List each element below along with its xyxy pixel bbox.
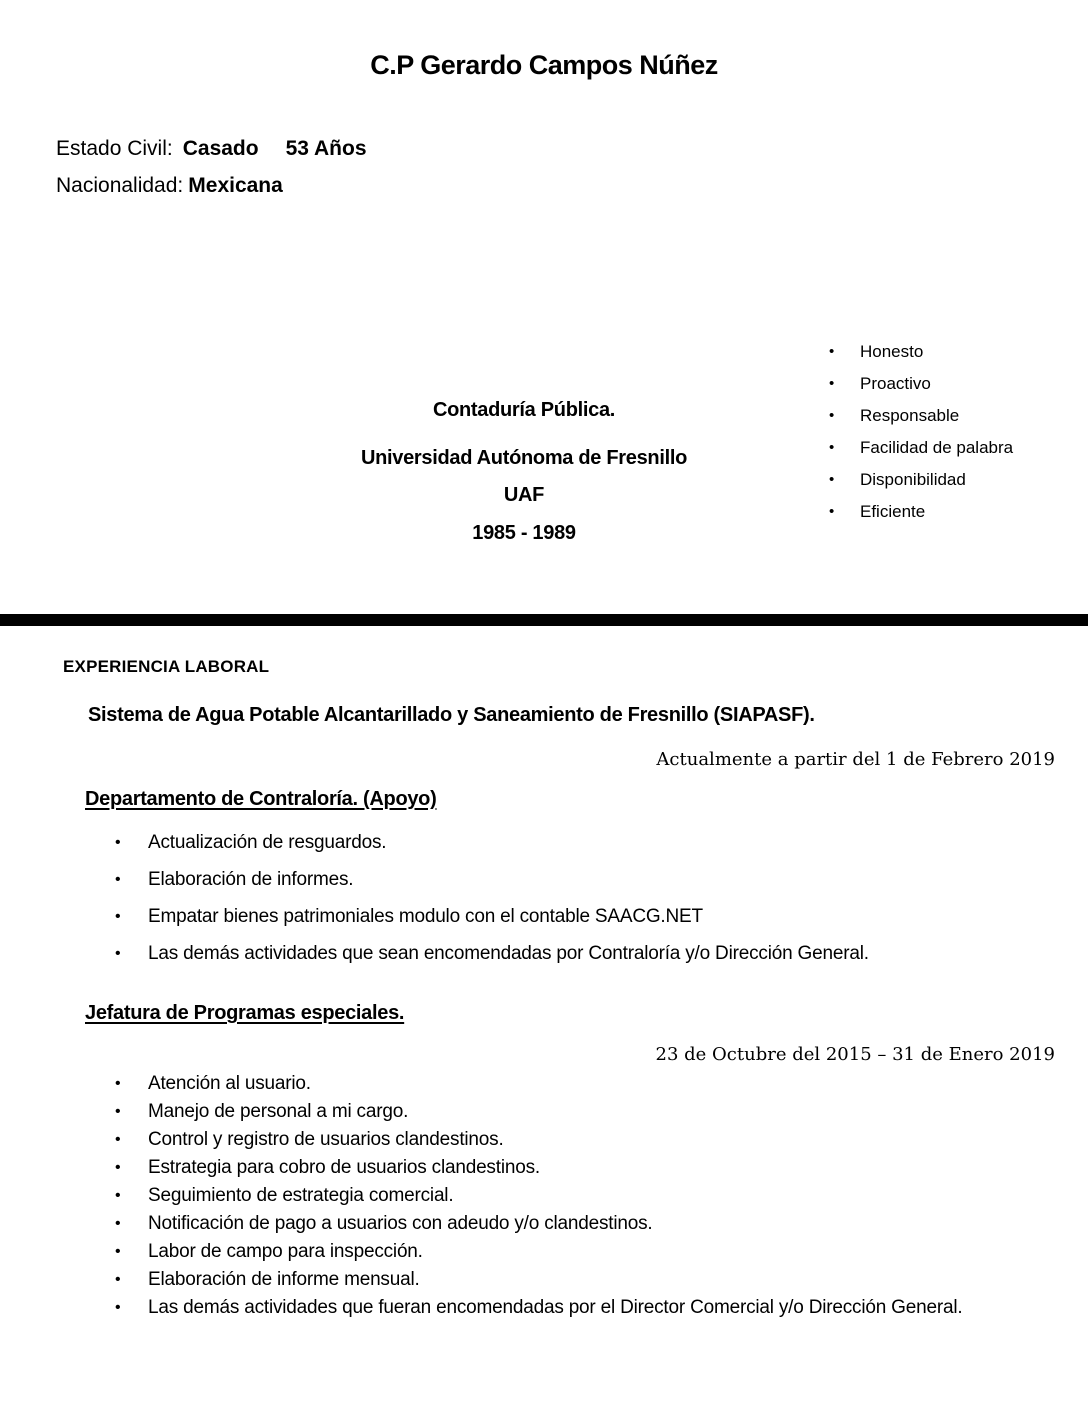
bullet-icon: •: [115, 1243, 121, 1260]
bullet-icon: •: [829, 407, 835, 424]
quality-label: Disponibilidad: [860, 470, 966, 489]
experience-section-title: EXPERIENCIA LABORAL: [63, 657, 270, 676]
bullet-icon: •: [115, 1215, 121, 1232]
task-text: Seguimiento de estrategia comercial.: [148, 1185, 454, 1206]
task-text: Actualización de resguardos.: [148, 832, 387, 853]
personal-info: [56, 137, 367, 211]
task-text: Las demás actividades que sean encomendadas por Contraloría y/o Dirección General.: [148, 943, 869, 964]
marital-status-row: [56, 137, 367, 161]
task-text: Control y registro de usuarios clandestinos.: [148, 1129, 504, 1150]
quality-label: Proactivo: [860, 374, 931, 393]
quality-label: Facilidad de palabra: [860, 438, 1014, 457]
role-date: 23 de Octubre del 2015 – 31 de Enero 2019: [655, 1044, 1055, 1065]
bullet-icon: •: [115, 834, 121, 851]
quality-item: [829, 374, 1013, 394]
task-text: Empatar bienes patrimoniales modulo con el contable SAACG.NET: [148, 906, 703, 927]
education-period: 1985 - 1989: [472, 522, 576, 544]
age-value: 53 Años: [285, 137, 367, 160]
role-date: Actualmente a partir del 1 de Febrero 2019: [656, 749, 1055, 770]
task-item: [115, 1294, 1020, 1322]
task-item: [115, 1070, 1020, 1098]
bullet-icon: •: [829, 471, 835, 488]
bullet-icon: •: [115, 908, 121, 925]
quality-label: Eficiente: [860, 502, 926, 521]
task-text: Manejo de personal a mi cargo.: [148, 1101, 409, 1122]
section-divider: [0, 614, 1088, 626]
marital-status-label: Estado Civil:: [56, 137, 173, 160]
nationality-row: [56, 174, 367, 198]
task-text: Las demás actividades que fueran encomendadas por el Director Comercial y/o Dirección General.: [148, 1297, 963, 1318]
bullet-icon: •: [829, 503, 835, 520]
task-text: Labor de campo para inspección.: [148, 1241, 423, 1262]
bullet-icon: •: [115, 871, 121, 888]
task-item: [115, 869, 1020, 891]
task-item: [115, 832, 1020, 854]
task-item: [115, 1266, 1020, 1294]
task-text: Elaboración de informe mensual.: [148, 1269, 420, 1290]
bullet-icon: •: [115, 1103, 121, 1120]
employer-name: Sistema de Agua Potable Alcantarillado y Saneamiento de Fresnillo (SIAPASF).: [88, 704, 815, 726]
task-item: [115, 1126, 1020, 1154]
task-text: Elaboración de informes.: [148, 869, 354, 890]
bullet-icon: •: [115, 945, 121, 962]
bullet-icon: •: [115, 1187, 121, 1204]
bullet-icon: •: [115, 1075, 121, 1092]
education-acronym: UAF: [503, 484, 545, 506]
quality-item: [829, 342, 1013, 362]
marital-status-value: Casado: [182, 137, 259, 160]
task-text: Atención al usuario.: [148, 1073, 311, 1094]
task-text: Notificación de pago a usuarios con adeudo y/o clandestinos.: [148, 1213, 653, 1234]
bullet-icon: •: [829, 439, 835, 456]
role-task-list: [115, 832, 1020, 980]
education-institution: Universidad Autónoma de Fresnillo: [360, 447, 688, 469]
bullet-icon: •: [115, 1299, 121, 1316]
task-item: [115, 943, 1020, 965]
nationality-value: Mexicana: [188, 174, 283, 197]
task-text: Estrategia para cobro de usuarios clandestinos.: [148, 1157, 540, 1178]
bullet-icon: •: [115, 1271, 121, 1288]
bullet-icon: •: [829, 375, 835, 392]
task-item: [115, 1182, 1020, 1210]
bullet-icon: •: [115, 1159, 121, 1176]
candidate-name: C.P Gerardo Campos Núñez: [370, 50, 718, 80]
task-item: [115, 906, 1020, 928]
role-title: Jefatura de Programas especiales.: [85, 1002, 405, 1024]
education-degree: Contaduría Pública.: [432, 399, 616, 421]
task-item: [115, 1210, 1020, 1238]
bullet-icon: •: [829, 343, 835, 360]
quality-label: Responsable: [860, 406, 960, 425]
quality-label: Honesto: [860, 342, 924, 361]
task-item: [115, 1098, 1020, 1126]
task-item: [115, 1154, 1020, 1182]
nationality-label: Nacionalidad:: [56, 174, 184, 197]
task-item: [115, 1238, 1020, 1266]
bullet-icon: •: [115, 1131, 121, 1148]
education-block: [0, 399, 1048, 544]
role-title: Departamento de Contraloría. (Apoyo): [85, 788, 437, 810]
role-task-list: [115, 1070, 1020, 1322]
